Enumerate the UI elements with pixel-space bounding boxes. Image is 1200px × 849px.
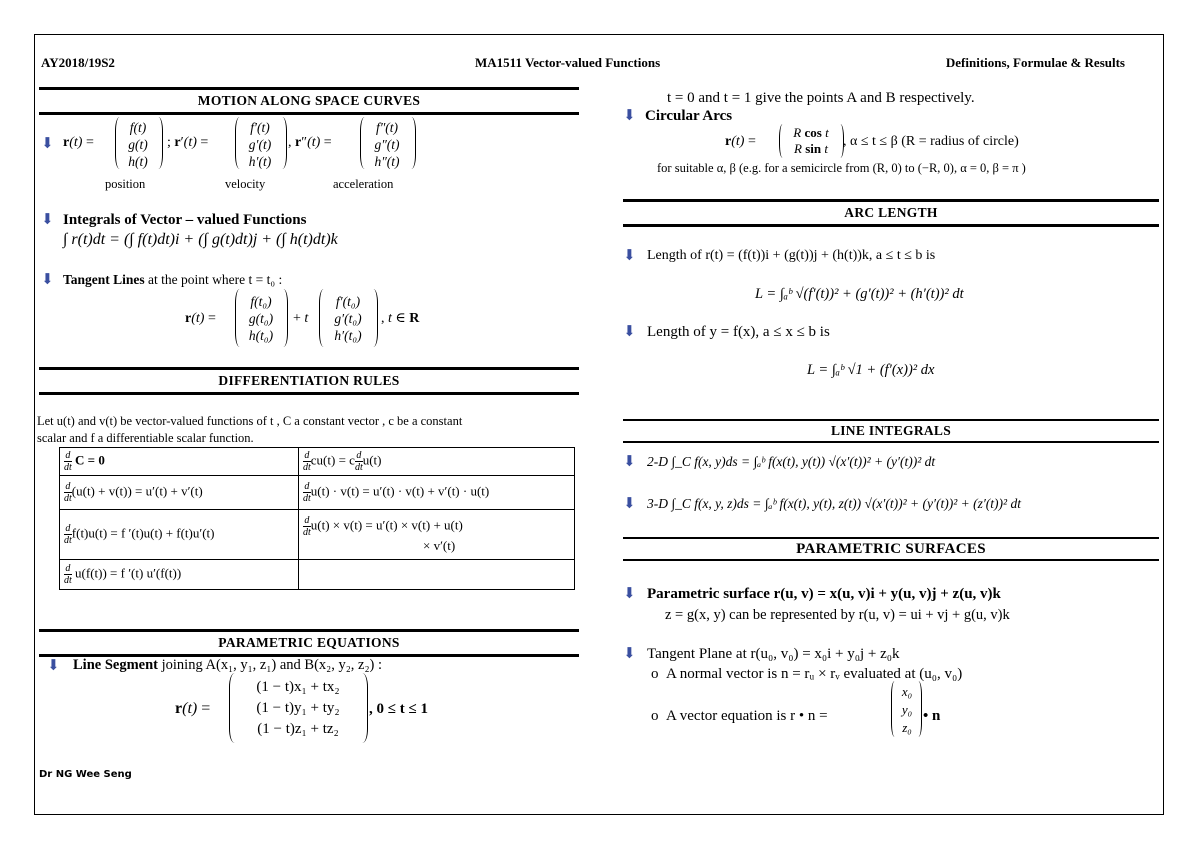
tangent-r-label: r(t) = <box>185 311 216 326</box>
table-cell: $\frac{d}{dt}$ cu(t) = c $\frac{d}{dt}$ u(t) <box>299 448 575 476</box>
differentiation-rules-table <box>59 447 575 590</box>
header-course-term: AY2018/19S2 <box>41 55 115 70</box>
table-cell: $\frac{d}{dt}$ u(f(t)) = f ′(t) u′(f(t)) <box>60 560 299 590</box>
bullet-icon: ⬇︎ <box>623 454 636 470</box>
paren-right <box>369 289 378 347</box>
table-cell: $\frac{d}{dt}$ u(t) · v(t) = u′(t) · v(t) + v′(t) · u(t) <box>299 476 575 510</box>
acceleration-caption: acceleration <box>333 177 394 191</box>
endpoint-note: t = 0 and t = 1 give the points A and B respectively. <box>667 90 975 106</box>
table-row <box>60 476 575 510</box>
graph-surface-representation: z = g(x, y) can be represented by r(u, v) = ui + vj + g(u, v)k <box>665 607 1010 623</box>
author-footer: Dr NG Wee Seng <box>39 769 132 780</box>
arc-length-graph-text: Length of y = f(x), a ≤ x ≤ b is <box>647 324 830 340</box>
acceleration-label: , r″(t) = <box>288 135 332 150</box>
section-param-surfaces-title: PARAMETRIC SURFACES <box>623 537 1159 561</box>
section-motion-title: MOTION ALONG SPACE CURVES <box>39 87 579 115</box>
acceleration-vector: f″(t) g″(t) h″(t) <box>374 120 400 169</box>
paren-left <box>891 681 898 737</box>
circular-arcs-title: Circular Arcs <box>645 108 733 124</box>
diff-intro-line2: scalar and f a differentiable scalar function. <box>37 431 254 445</box>
circular-arc-range: , α ≤ t ≤ β (R = radius of circle) <box>843 134 1019 149</box>
bullet-icon: ⬇︎ <box>623 324 636 340</box>
line-segment-r-label: r(t) = <box>175 700 211 717</box>
table-cell: $\frac{d}{dt}$ (u(t) + v(t)) = u′(t) + v′(t) <box>60 476 299 510</box>
section-arc-length-title: ARC LENGTH <box>623 199 1159 227</box>
line-segment-vector: (1 − t)x₁ + tx₂ (1 − t)y₁ + ty₂ (1 − t)z₁ + tz₂ <box>256 679 340 737</box>
header-title: MA1511 Vector-valued Functions <box>475 55 661 70</box>
bullet-icon: ⬇︎ <box>623 586 636 602</box>
paren-left <box>360 117 369 169</box>
vector-equation-text: o A vector equation is r • n = <box>651 708 828 724</box>
bullet-icon: ⬇︎ <box>41 136 54 152</box>
paren-left <box>115 117 124 169</box>
tangent-title: Tangent Lines <box>63 272 145 287</box>
parametric-surface-def: Parametric surface r(u, v) = x(u, v)i + y(u, v)j + z(u, v)k <box>647 586 1001 602</box>
tangent-range: , t ∈ R <box>381 311 420 326</box>
integrals-formula: ∫ r(t)dt = (∫ f(t)dt)i + (∫ g(t)dt)j + (∫ h(t)dt)k <box>63 231 338 248</box>
paren-left <box>235 289 244 347</box>
bullet-icon: ⬇︎ <box>623 108 636 124</box>
diff-intro-line1: Let u(t) and v(t) be vector-valued functions of t , C a constant vector , c be a constant <box>37 414 463 428</box>
arc-length-graph-formula: L = ∫ₐᵇ √1 + (f′(x))² dx <box>807 362 935 378</box>
section-diff-title: DIFFERENTIATION RULES <box>39 367 579 395</box>
arc-length-curve-formula: L = ∫ₐᵇ √(f′(t))² + (g′(t))² + (h′(t))² dt <box>755 286 964 302</box>
line-integral-3d: 3-D ∫_C f(x, y, z)ds = ∫ₐᵇ f(x(t), y(t), z(t)) √(x′(t))² + (y′(t))² + (z′(t))² dt <box>647 496 1021 511</box>
tangent-plus-t: + t <box>293 311 309 326</box>
section-param-title: PARAMETRIC EQUATIONS <box>39 629 579 657</box>
paren-left <box>779 124 786 158</box>
document-page <box>34 34 1164 815</box>
list-marker: o <box>651 666 666 682</box>
bullet-icon: ⬇︎ <box>623 496 636 512</box>
bullet-icon: ⬇︎ <box>623 646 636 662</box>
integrals-title: Integrals of Vector – valued Functions <box>63 212 307 228</box>
table-cell: $\frac{d}{dt}$ C = 0 <box>60 448 299 476</box>
bullet-icon: ⬇︎ <box>623 248 636 264</box>
line-segment-text: Line Segment joining A(x₁, y₁, z₁) and B(x₂, y₂, z₂) : <box>73 657 383 673</box>
table-cell <box>299 560 575 590</box>
paren-right <box>915 681 922 737</box>
circular-arc-r: r(t) = <box>725 134 756 149</box>
velocity-label: ; r′(t) = <box>167 135 209 150</box>
table-cell: $\frac{d}{dt}$ f(t)u(t) = f ′(t)u(t) + f(t)u′(t) <box>60 510 299 560</box>
list-marker: o <box>651 708 666 724</box>
bullet-icon: ⬇︎ <box>41 212 54 228</box>
paren-left <box>229 673 240 743</box>
tangent-condition: at the point where t = t₀ : <box>148 272 283 287</box>
position-vector: f(t) g(t) h(t) <box>128 120 148 169</box>
paren-right <box>357 673 368 743</box>
paren-left <box>235 117 244 169</box>
normal-vector-text: o A normal vector is n = rᵤ × rᵥ evaluated at (u₀, v₀) <box>651 666 963 682</box>
velocity-caption: velocity <box>225 177 266 191</box>
paren-right <box>278 117 287 169</box>
line-segment-range: , 0 ≤ t ≤ 1 <box>369 701 428 717</box>
table-cell: $\frac{d}{dt}$ u(t) × v(t) = u′(t) × v(t) + u(t) × v′(t) <box>299 510 575 560</box>
paren-right <box>407 117 416 169</box>
table-row <box>60 448 575 476</box>
tangent-point-vector: f(t₀) g(t₀) h(t₀) <box>248 294 274 343</box>
tangent-plane-text: Tangent Plane at r(u₀, v₀) = x₀i + y₀j + z₀k <box>647 646 900 662</box>
section-line-integrals-title: LINE INTEGRALS <box>623 419 1159 443</box>
paren-right <box>154 117 163 169</box>
position-label: r(t) = <box>63 135 94 150</box>
bullet-icon: ⬇︎ <box>41 272 54 288</box>
bullet-icon: ⬇︎ <box>47 658 60 674</box>
arc-length-curve-text: Length of r(t) = (f(t))i + (g(t))j + (h(t))k, a ≤ t ≤ b is <box>647 248 936 263</box>
point-vector: x₀ y₀ z₀ <box>901 684 913 735</box>
paren-right <box>279 289 288 347</box>
vector-equation-end: • n <box>923 708 941 724</box>
circular-arc-vector: R cos t R sin t <box>793 125 829 156</box>
paren-left <box>319 289 328 347</box>
circular-arc-note: for suitable α, β (e.g. for a semicircle from (R, 0) to (−R, 0), α = 0, β = π ) <box>657 161 1026 175</box>
table-row <box>60 510 575 560</box>
velocity-vector: f′(t) g′(t) h′(t) <box>248 120 272 169</box>
position-caption: position <box>105 177 146 191</box>
header-subtitle: Definitions, Formulae & Results <box>945 55 1125 70</box>
line-integral-2d: 2-D ∫_C f(x, y)ds = ∫ₐᵇ f(x(t), y(t)) √(x′(t))² + (y′(t))² dt <box>647 454 936 469</box>
tangent-lines-text <box>63 271 282 289</box>
table-row <box>60 560 575 590</box>
tangent-direction-vector: f′(t₀) g′(t₀) h′(t₀) <box>334 294 362 343</box>
